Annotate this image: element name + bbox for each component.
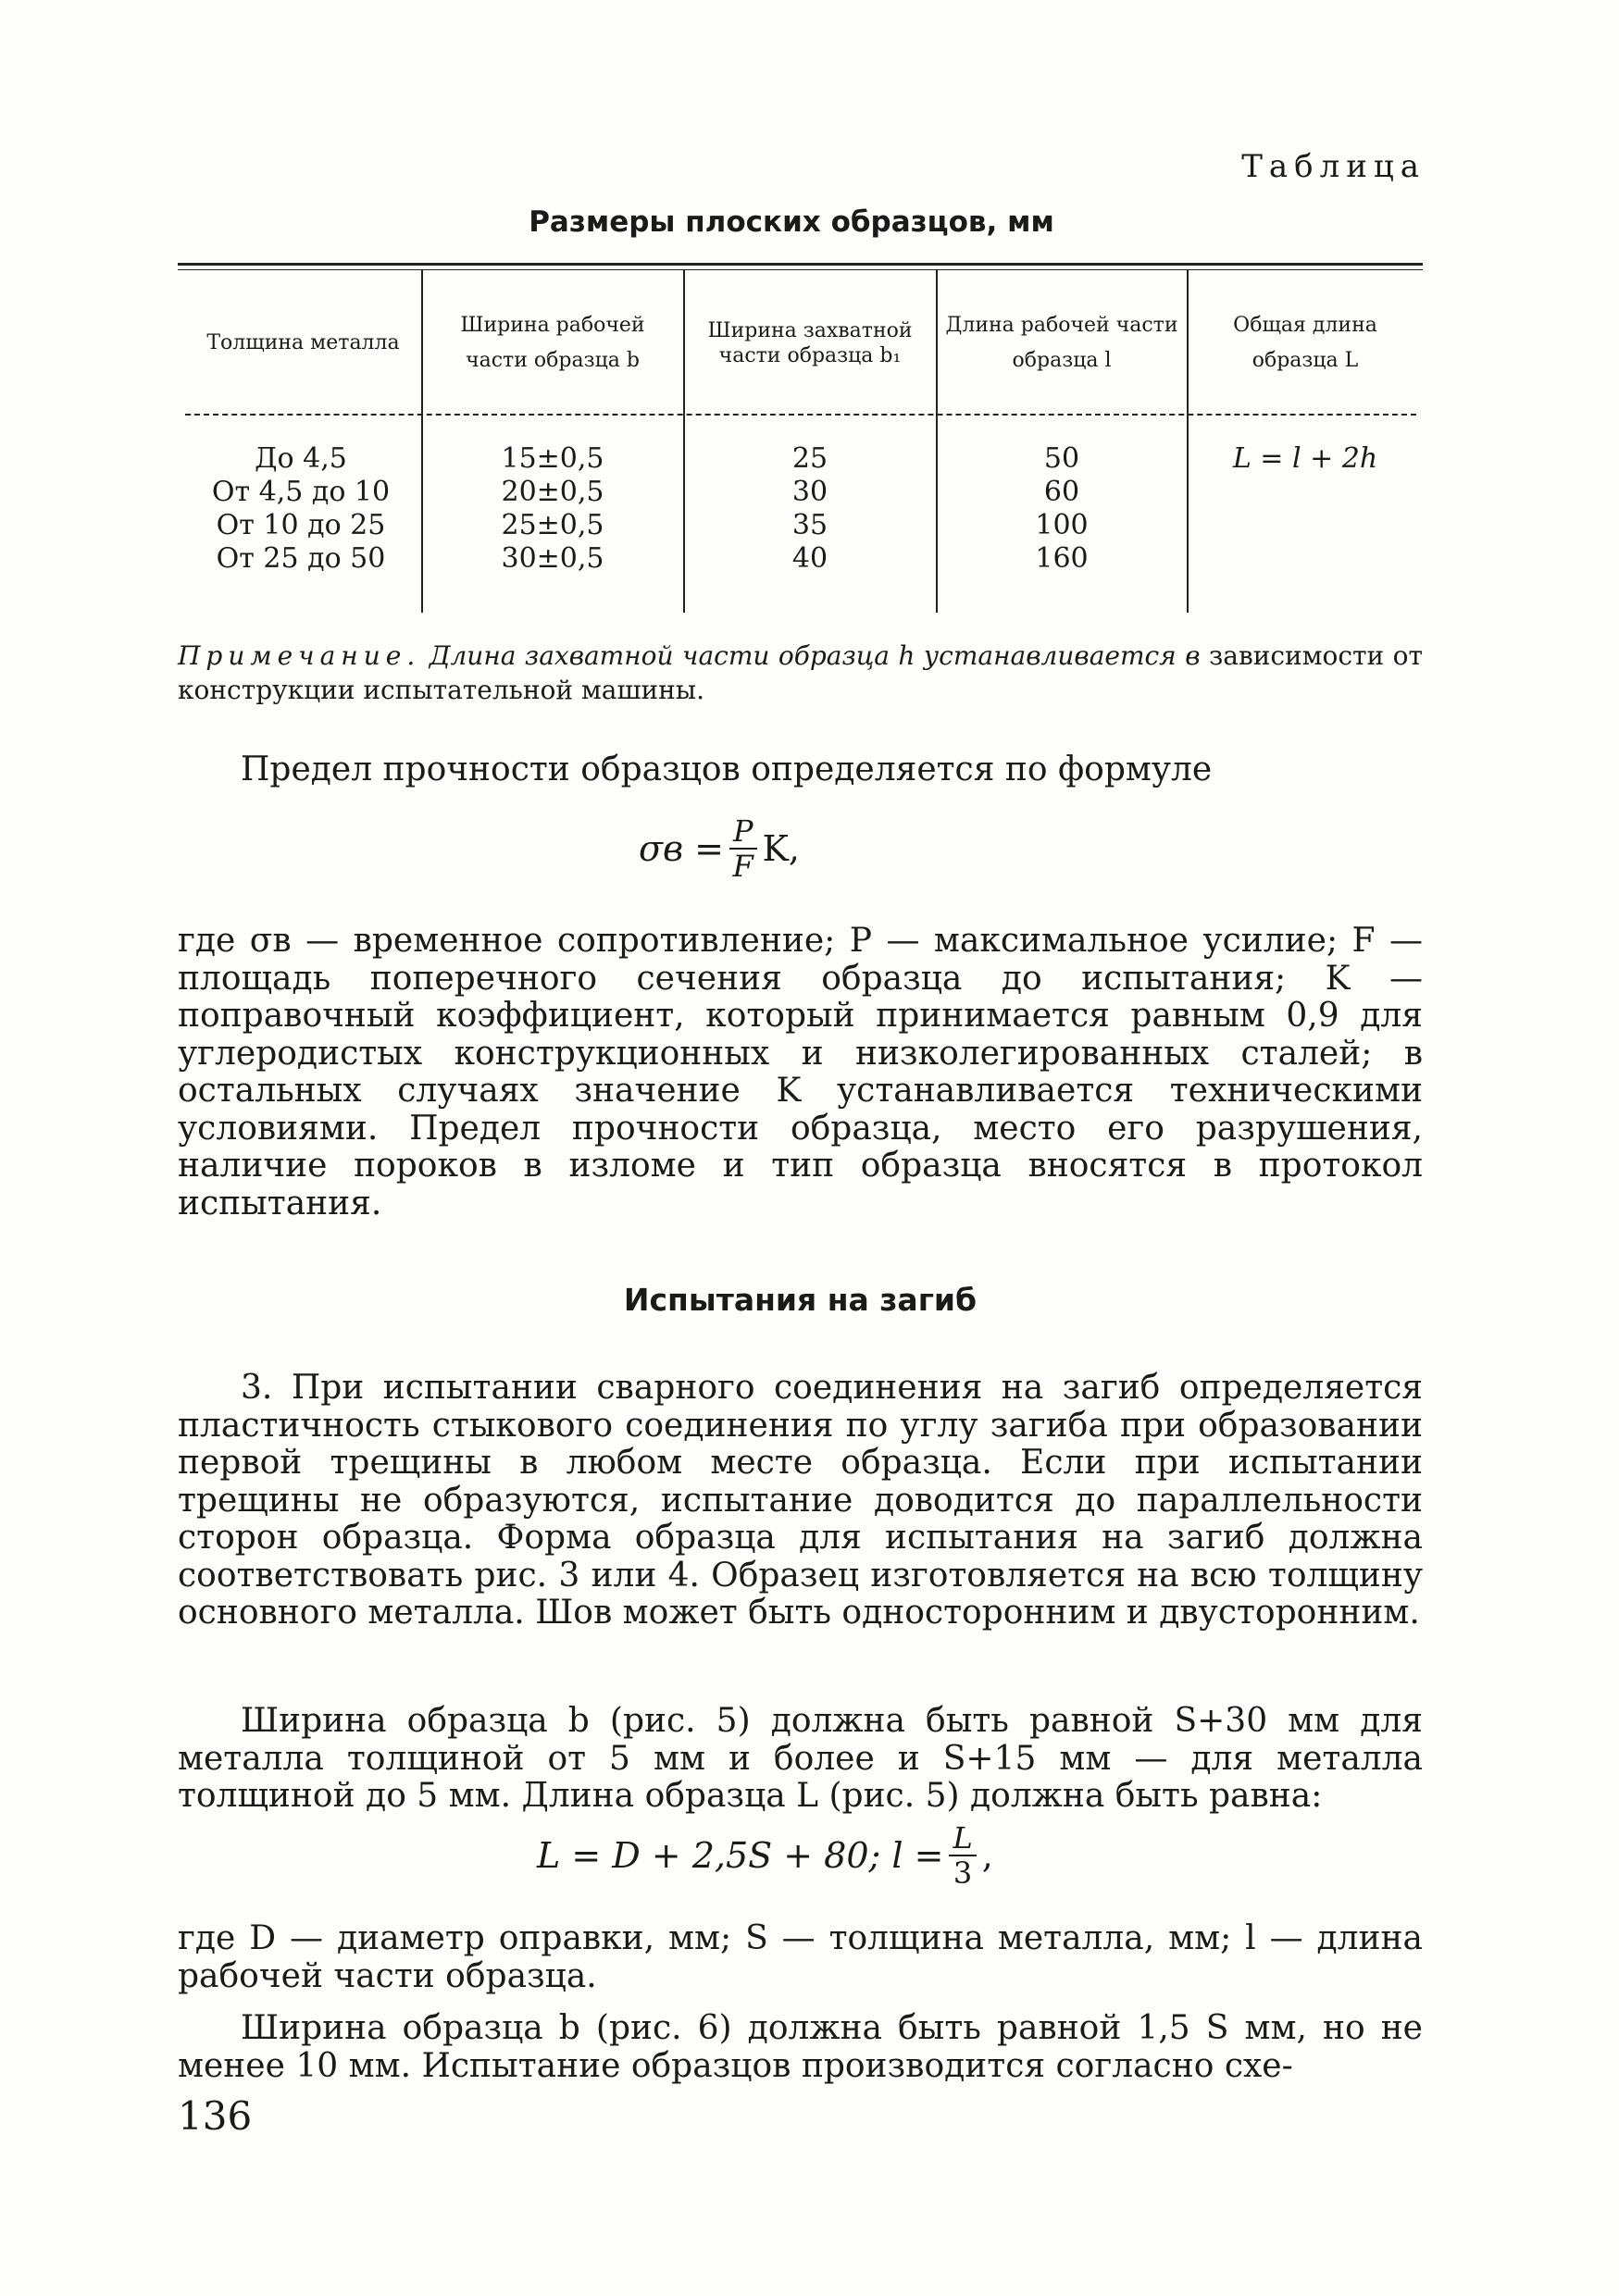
section-heading: Испытания на загиб — [623, 1282, 978, 1318]
table-cell: 25 — [791, 442, 828, 475]
formula-strength — [639, 814, 800, 883]
table-column-work-width — [428, 442, 678, 576]
table-label: Таблица — [1241, 148, 1426, 185]
table-cell: 160 — [1035, 542, 1089, 575]
paragraph-definitions: где σв — временное сопротивление; P — максимальное усилие; F — площадь поперечного сечения образца до испытания; K — поправочный коэффициент, который принимается равным 0,9 для углеродистых конструкционных и низколегированных сталей; в остальных случаях значение K устанавливается техническими условиями. Предел прочности образца, место его разрушения, наличие пороков в изломе и тип образца вносятся в протокол испытания. — [178, 922, 1423, 1222]
paragraph-bend-test: 3. При испытании сварного соединения на загиб определяется пластичность стыкового соединения по углу загиба при образовании первой трещины в любом месте образца. Если при испытании трещины не образуются, испытание доводится до параллельности сторон образца. Форма образца для испытания на загиб должна соответствовать рис. 3 или 4. Образец изготовляется на всю толщину основного металла. Шов может быть односторонним и двусторонним. — [178, 1369, 1423, 1632]
note-label: Примечание. — [178, 640, 421, 671]
paragraph-where: где D — диаметр оправки, мм; S — толщина металла, мм; l — длина рабочей части образца. — [178, 1919, 1423, 1995]
table-cell: 20±0,5 — [501, 476, 604, 508]
table-cell: От 10 до 25 — [216, 509, 386, 541]
table-cell: 35 — [791, 509, 828, 541]
formula-lhs: σв = — [639, 828, 724, 869]
table-header-work-width: Ширина рабочей части образца b — [460, 313, 645, 372]
table-cell: 25±0,5 — [501, 509, 604, 541]
table-column-divider — [1187, 270, 1189, 613]
formula-fraction — [949, 1821, 976, 1890]
table-column-divider — [683, 270, 685, 613]
formula-fraction — [729, 814, 757, 883]
table-cell: 30±0,5 — [501, 542, 604, 575]
table-column-divider — [421, 270, 423, 613]
formula-length — [537, 1821, 993, 1890]
note-italic-text: Длина захватной части образца h устанавливается в — [429, 640, 1201, 671]
table-column-thickness — [185, 442, 417, 576]
table-header-total-length: Общая длина образца L — [1233, 313, 1377, 372]
table-cell: 100 — [1035, 509, 1089, 541]
formula-denominator: 3 — [953, 1855, 973, 1891]
formula-rhs: K, — [762, 828, 800, 869]
table-column-total-length — [1194, 442, 1416, 476]
page-number: 136 — [178, 2093, 253, 2139]
table-top-rule — [178, 263, 1423, 266]
formula-lhs: L = D + 2,5S + 80; l = — [537, 1835, 944, 1876]
table-column-divider — [936, 270, 938, 613]
formula-numerator: P — [729, 814, 757, 850]
table-header-grip-width: Ширина захватной части образца b₁ — [707, 318, 913, 367]
table-header-rule — [185, 414, 1416, 416]
note-text: зависимости от конструкции испытательной машины. — [178, 640, 1424, 705]
table-cell: 40 — [791, 542, 828, 575]
paragraph-width-fig6: Ширина образца b (рис. 6) должна быть равной 1,5 S мм, но не менее 10 мм. Испытание образцов производится согласно схе- — [178, 2009, 1423, 2085]
intro-paragraph: Предел прочности образцов определяется по формуле — [241, 751, 1213, 788]
table-title: Размеры плоских образцов, мм — [529, 205, 1054, 239]
table-cell: 60 — [1043, 476, 1080, 508]
table-header-thickness: Толщина металла — [206, 330, 400, 354]
formula-numerator: L — [949, 1821, 976, 1856]
table-cell: 30 — [791, 476, 828, 508]
table-top-rule-thin — [178, 269, 1423, 270]
table-cell: L = l + 2h — [1232, 442, 1378, 475]
formula-tail: , — [981, 1835, 993, 1876]
table-header-work-length: Длина рабочей части образца l — [945, 313, 1178, 372]
table-column-grip-width — [690, 442, 930, 576]
table-cell: От 25 до 50 — [216, 542, 386, 575]
table-note — [178, 639, 1423, 707]
paragraph-sample-width: Ширина образца b (рис. 5) должна быть равной S+30 мм для металла толщиной от 5 мм и более и S+15 мм — для металла толщиной до 5 мм. Длина образца L (рис. 5) должна быть равна: — [178, 1702, 1423, 1815]
table-cell: От 4,5 до 10 — [211, 476, 391, 508]
formula-denominator: F — [732, 849, 753, 884]
table-cell: 50 — [1043, 442, 1080, 475]
table-cell: До 4,5 — [255, 442, 347, 475]
table-cell: 15±0,5 — [501, 442, 604, 475]
table-column-work-length — [942, 442, 1181, 576]
